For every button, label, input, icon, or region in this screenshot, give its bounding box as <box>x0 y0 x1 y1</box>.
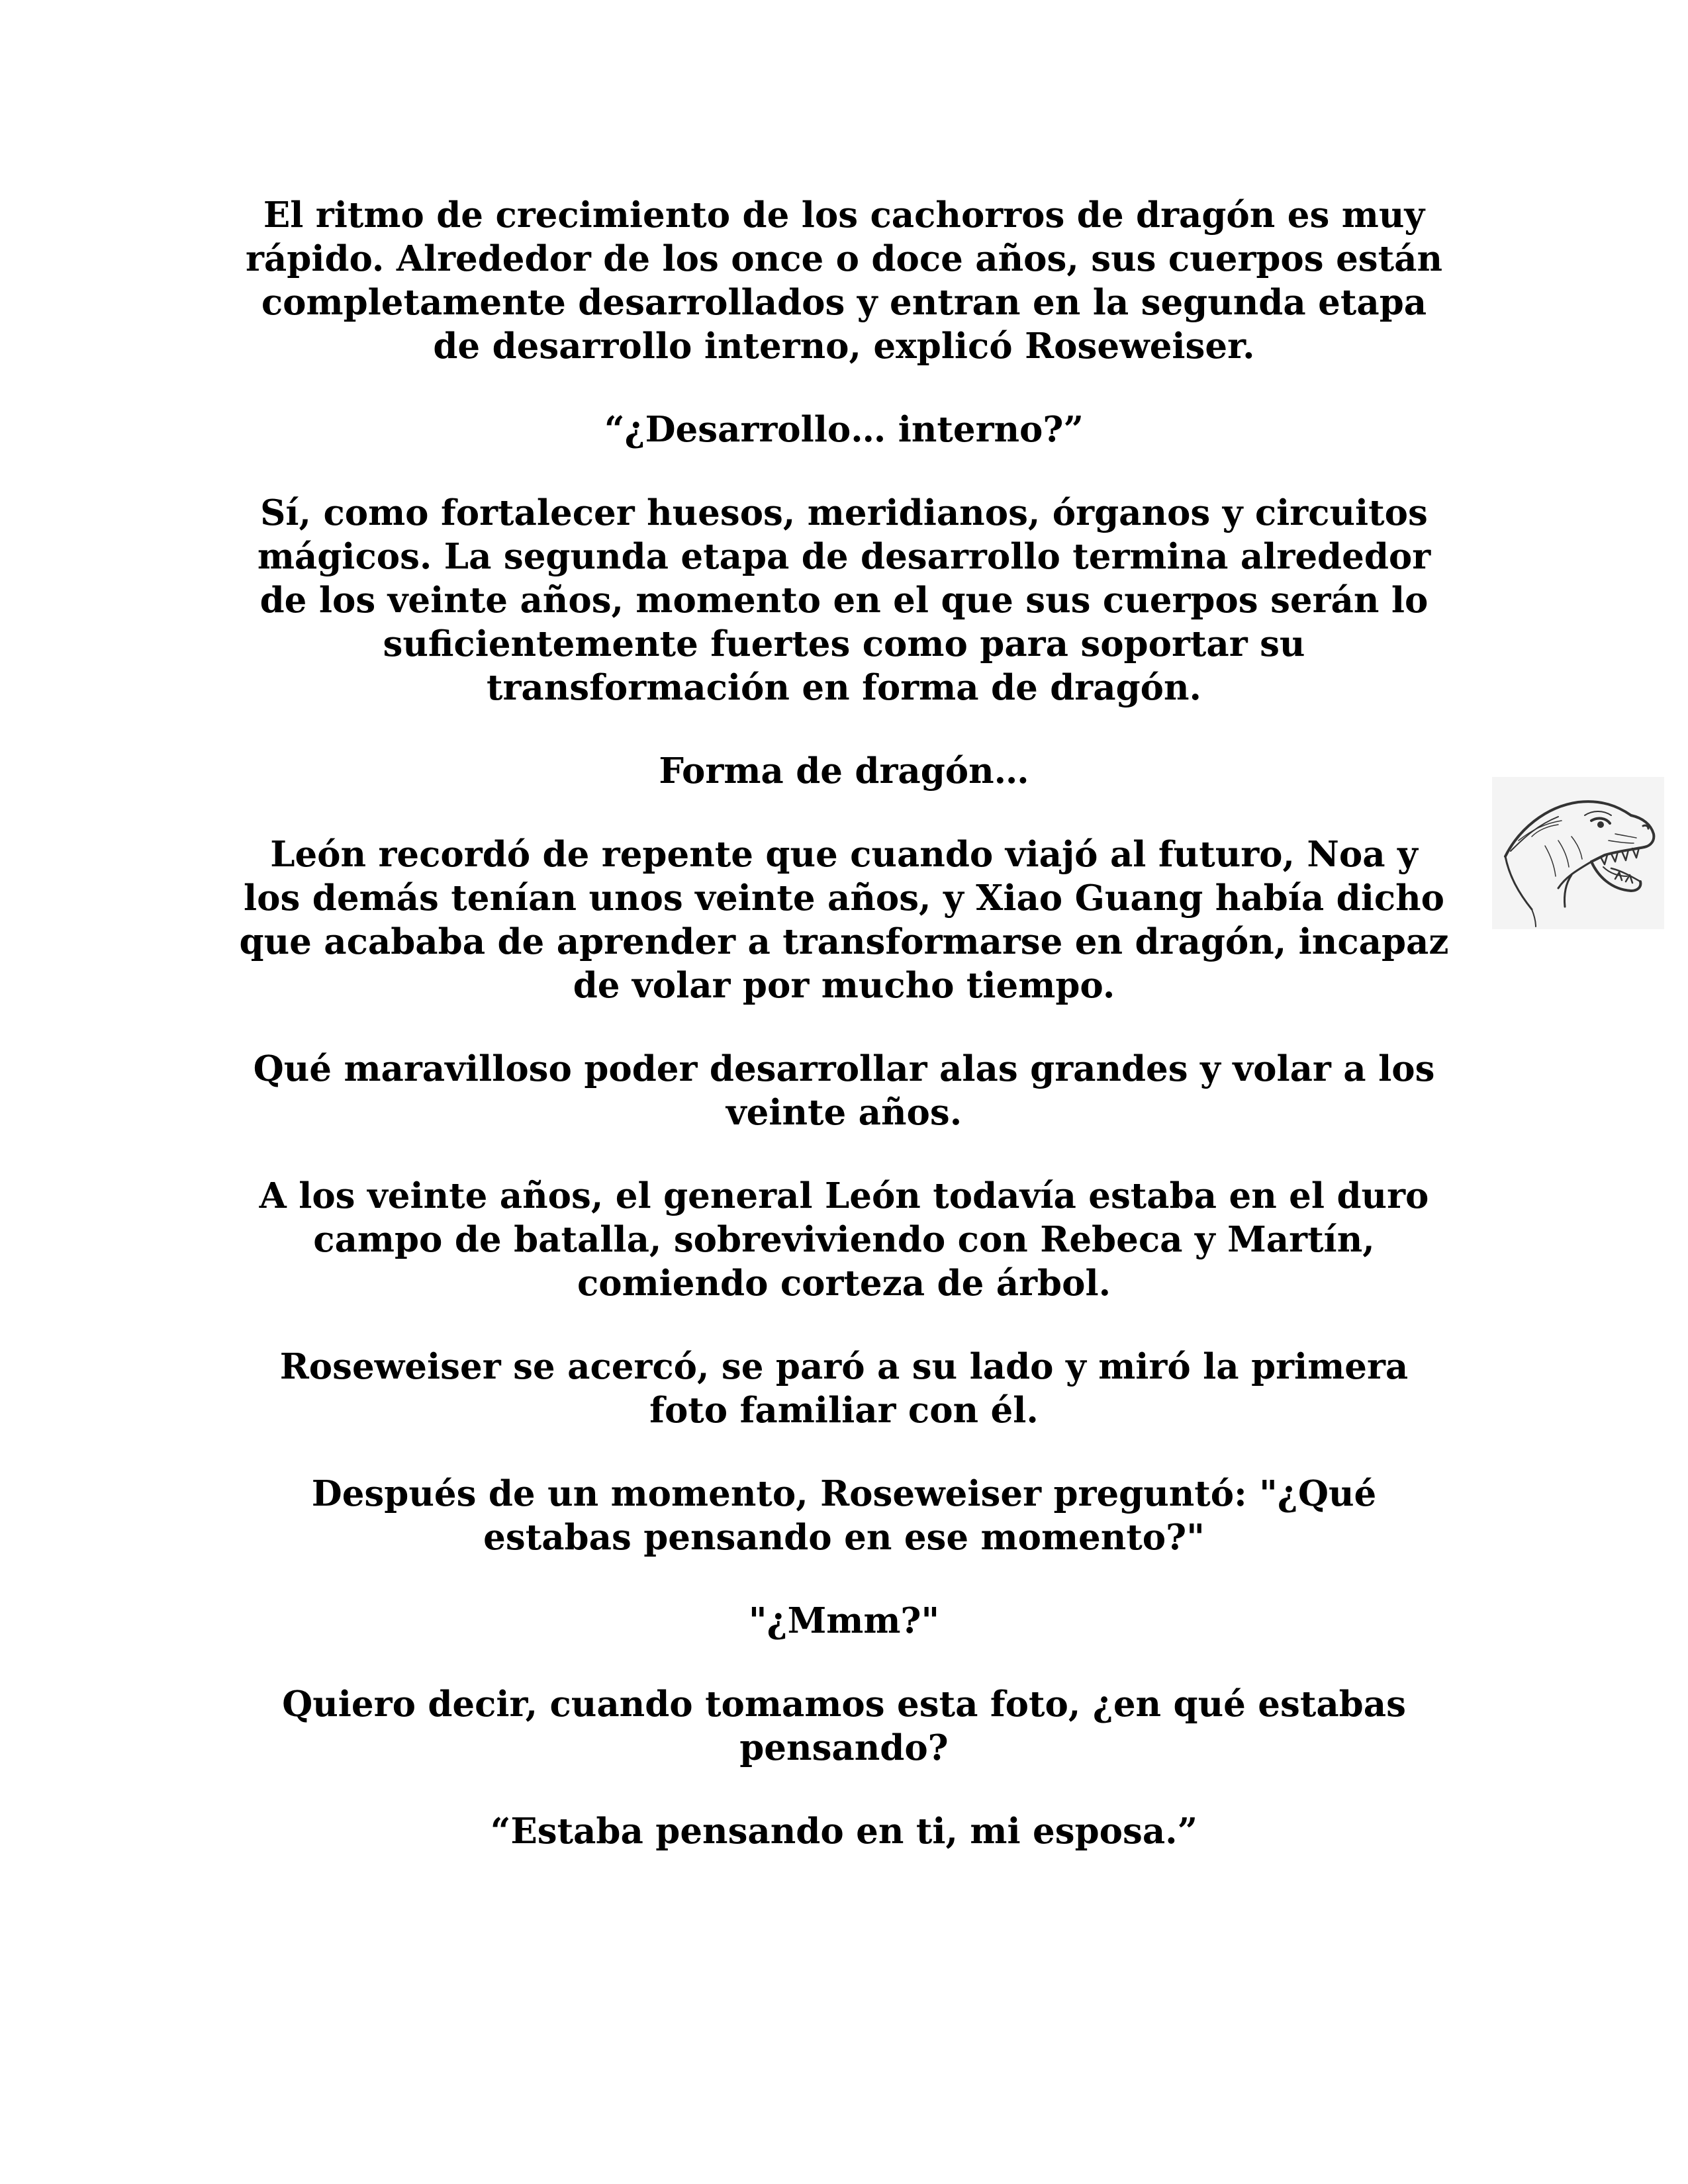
paragraph-9: Después de un momento, Roseweiser preguntó: "¿Qué estabas pensando en ese momento?" <box>311 1473 1377 1558</box>
paragraph-8: Roseweiser se acercó, se paró a su lado y miró la primera foto familiar con él. <box>279 1346 1409 1431</box>
body-text <box>238 193 1450 1893</box>
paragraph-11: Quiero decir, cuando tomamos esta foto, ¿en qué estabas pensando? <box>282 1684 1406 1768</box>
paragraph-3: Sí, como fortalecer huesos, meridianos, órganos y circuitos mágicos. La segunda etapa de desarrollo termina alrededor de los veinte años, momento en el que sus cuerpos serán lo suficientemente fuertes como para soportar su transformación en forma de dragón. <box>257 492 1431 708</box>
paragraph-6: Qué maravilloso poder desarrollar alas grandes y volar a los veinte años. <box>253 1048 1435 1133</box>
paragraph-12: “Estaba pensando en ti, mi esposa.” <box>490 1811 1198 1852</box>
dinosaur-head-sketch-icon <box>1492 777 1664 929</box>
paragraph-7: A los veinte años, el general León todavía estaba en el duro campo de batalla, sobreviviendo con Rebeca y Martín, comiendo corteza de árbol. <box>259 1175 1429 1304</box>
paragraph-5: León recordó de repente que cuando viajó al futuro, Noa y los demás tenían unos veinte años, y Xiao Guang había dicho que acababa de aprender a transformarse en dragón, incapaz de volar por mucho tiempo. <box>239 834 1449 1006</box>
paragraph-2: “¿Desarrollo… interno?” <box>604 409 1084 450</box>
paragraph-10: "¿Mmm?" <box>748 1600 940 1641</box>
paragraph-1: El ritmo de crecimiento de los cachorros de dragón es muy rápido. Alrededor de los once o doce años, sus cuerpos están completamente desarrollados y entran en la segunda etapa de desarrollo interno, explicó Roseweiser. <box>246 195 1442 367</box>
paragraph-4: Forma de dragón… <box>659 751 1029 792</box>
